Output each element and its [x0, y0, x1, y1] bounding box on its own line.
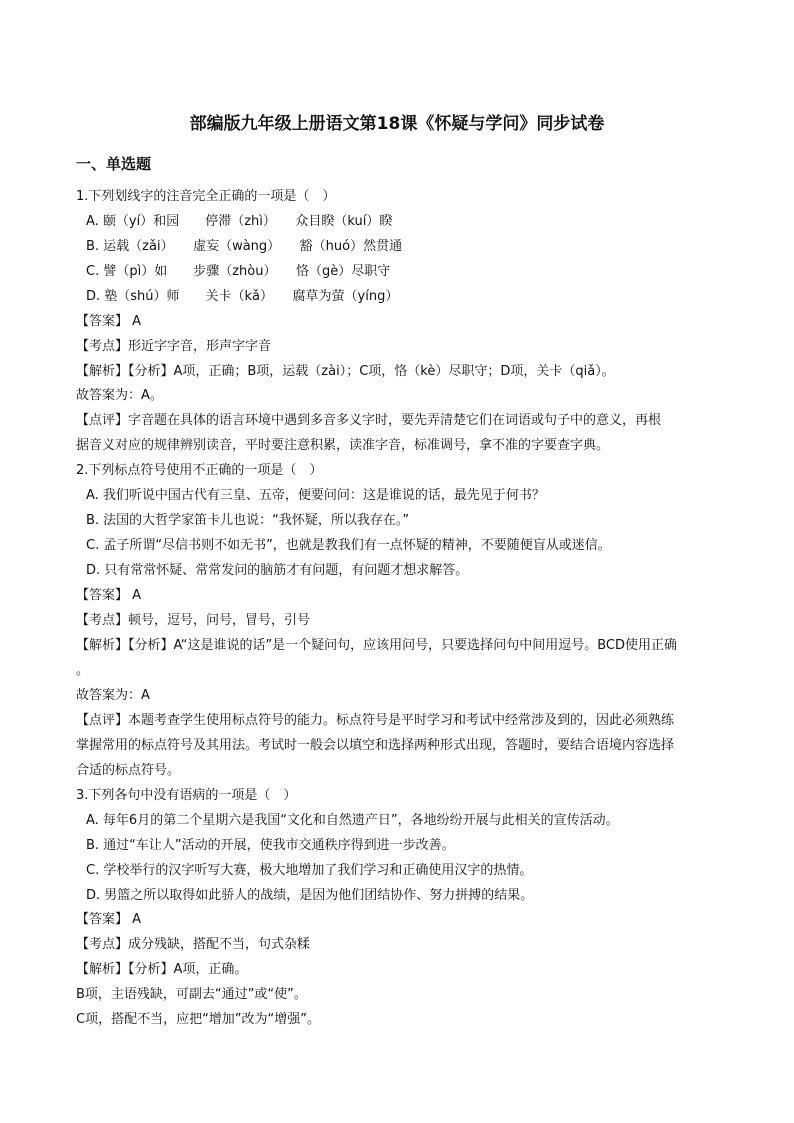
- knowledge-point-line: 【考点】成分残缺，搭配不当，句式杂糅: [76, 937, 311, 952]
- option-line: B. 运载（zǎi） 虚妄（wàng） 豁（huó）然贯通: [86, 239, 403, 254]
- question-stem: 2.下列标点符号使用不正确的一项是（ ）: [76, 463, 323, 478]
- comment-line: 【点评】字音题在具体的语言环境中遇到多音多义字时，要先弄清楚它们在词语或句子中的意义，再根: [76, 413, 662, 428]
- option-line: D. 塾（shú）师 关卡（kǎ） 腐草为萤（yíng）: [86, 289, 399, 304]
- option-line: D. 只有常常怀疑、常常发问的脑筋才有问题，有问题才想求解答。: [86, 563, 469, 578]
- option-line: C. 学校举行的汉字听写大赛，极大地增加了我们学习和正确使用汉字的热情。: [86, 863, 533, 878]
- option-line: A. 每年6月的第二个星期六是我国“文化和自然遗产日”，各地纷纷开展与此相关的宣传活动。: [86, 813, 619, 828]
- analysis-line: 。: [76, 663, 90, 678]
- answer-line: 【答案】 A: [76, 588, 142, 603]
- knowledge-point-line: 【考点】顿号，逗号，问号，冒号，引号: [76, 613, 311, 628]
- conclusion-line: 故答案为：A。: [76, 388, 163, 403]
- document-title: 部编版九年级上册语文第18课《怀疑与学问》同步试卷: [189, 114, 605, 134]
- option-line: D. 男篮之所以取得如此骄人的战绩，是因为他们团结协作、努力拼搏的结果。: [86, 888, 534, 903]
- option-line: A. 颐（yí）和园 停滞（zhì） 众目睽（kuí）睽: [86, 214, 393, 229]
- analysis-line: 【解析】【分析】A项，正确。: [76, 962, 248, 977]
- comment-line: 据音义对应的规律辨别读音，平时要注意积累，读准字音，标准调号，拿不准的字要查字典。: [76, 438, 610, 453]
- answer-line: 【答案】 A: [76, 912, 142, 927]
- question-stem: 1.下列划线字的注音完全正确的一项是（ ）: [76, 189, 336, 204]
- question-stem: 3.下列各句中没有语病的一项是（ ）: [76, 788, 297, 803]
- option-line: B. 通过“车让人”活动的开展，使我市交通秩序得到进一步改善。: [86, 838, 455, 853]
- option-line: C. 譬（pì）如 步骤（zhòu） 恪（gè）尽职守: [86, 264, 391, 279]
- conclusion-line: 故答案为：A: [76, 688, 150, 703]
- analysis-line: B项，主语残缺，可副去“通过”或“使”。: [76, 987, 307, 1002]
- option-line: A. 我们听说中国古代有三皇、五帝，便要问问：这是谁说的话，最先见于何书？: [86, 488, 545, 503]
- answer-line: 【答案】 A: [76, 314, 142, 329]
- option-line: B. 法国的大哲学家笛卡儿也说：“我怀疑，所以我存在。”: [86, 513, 410, 528]
- option-line: C. 孟子所谓“尽信书则不如无书”，也就是教我们有一点怀疑的精神，不要随便盲从或迷信。: [86, 538, 611, 553]
- analysis-line: C项，搭配不当，应把“增加”改为“增强”。: [76, 1012, 321, 1027]
- comment-line: 掌握常用的标点符号及其用法。考试时一般会以填空和选择两种形式出现，答题时，要结合语境内容选择: [76, 738, 675, 753]
- analysis-line: 【解析】【分析】A项，正确；B项，运载（zài）；C项，恪（kè）尽职守；D项，关卡（qiǎ）。: [76, 364, 615, 379]
- section-heading: 一、单选题: [76, 155, 152, 173]
- analysis-line: 【解析】【分析】A“这是谁说的话”是一个疑问句，应该用问号，只要选择问句中间用逗号。BCD使用正确: [76, 638, 677, 653]
- comment-line: 合适的标点符号。: [76, 763, 181, 778]
- knowledge-point-line: 【考点】形近字字音，形声字字音: [76, 339, 272, 354]
- comment-line: 【点评】本题考查学生使用标点符号的能力。标点符号是平时学习和考试中经常涉及到的，因此必须熟练: [76, 713, 675, 728]
